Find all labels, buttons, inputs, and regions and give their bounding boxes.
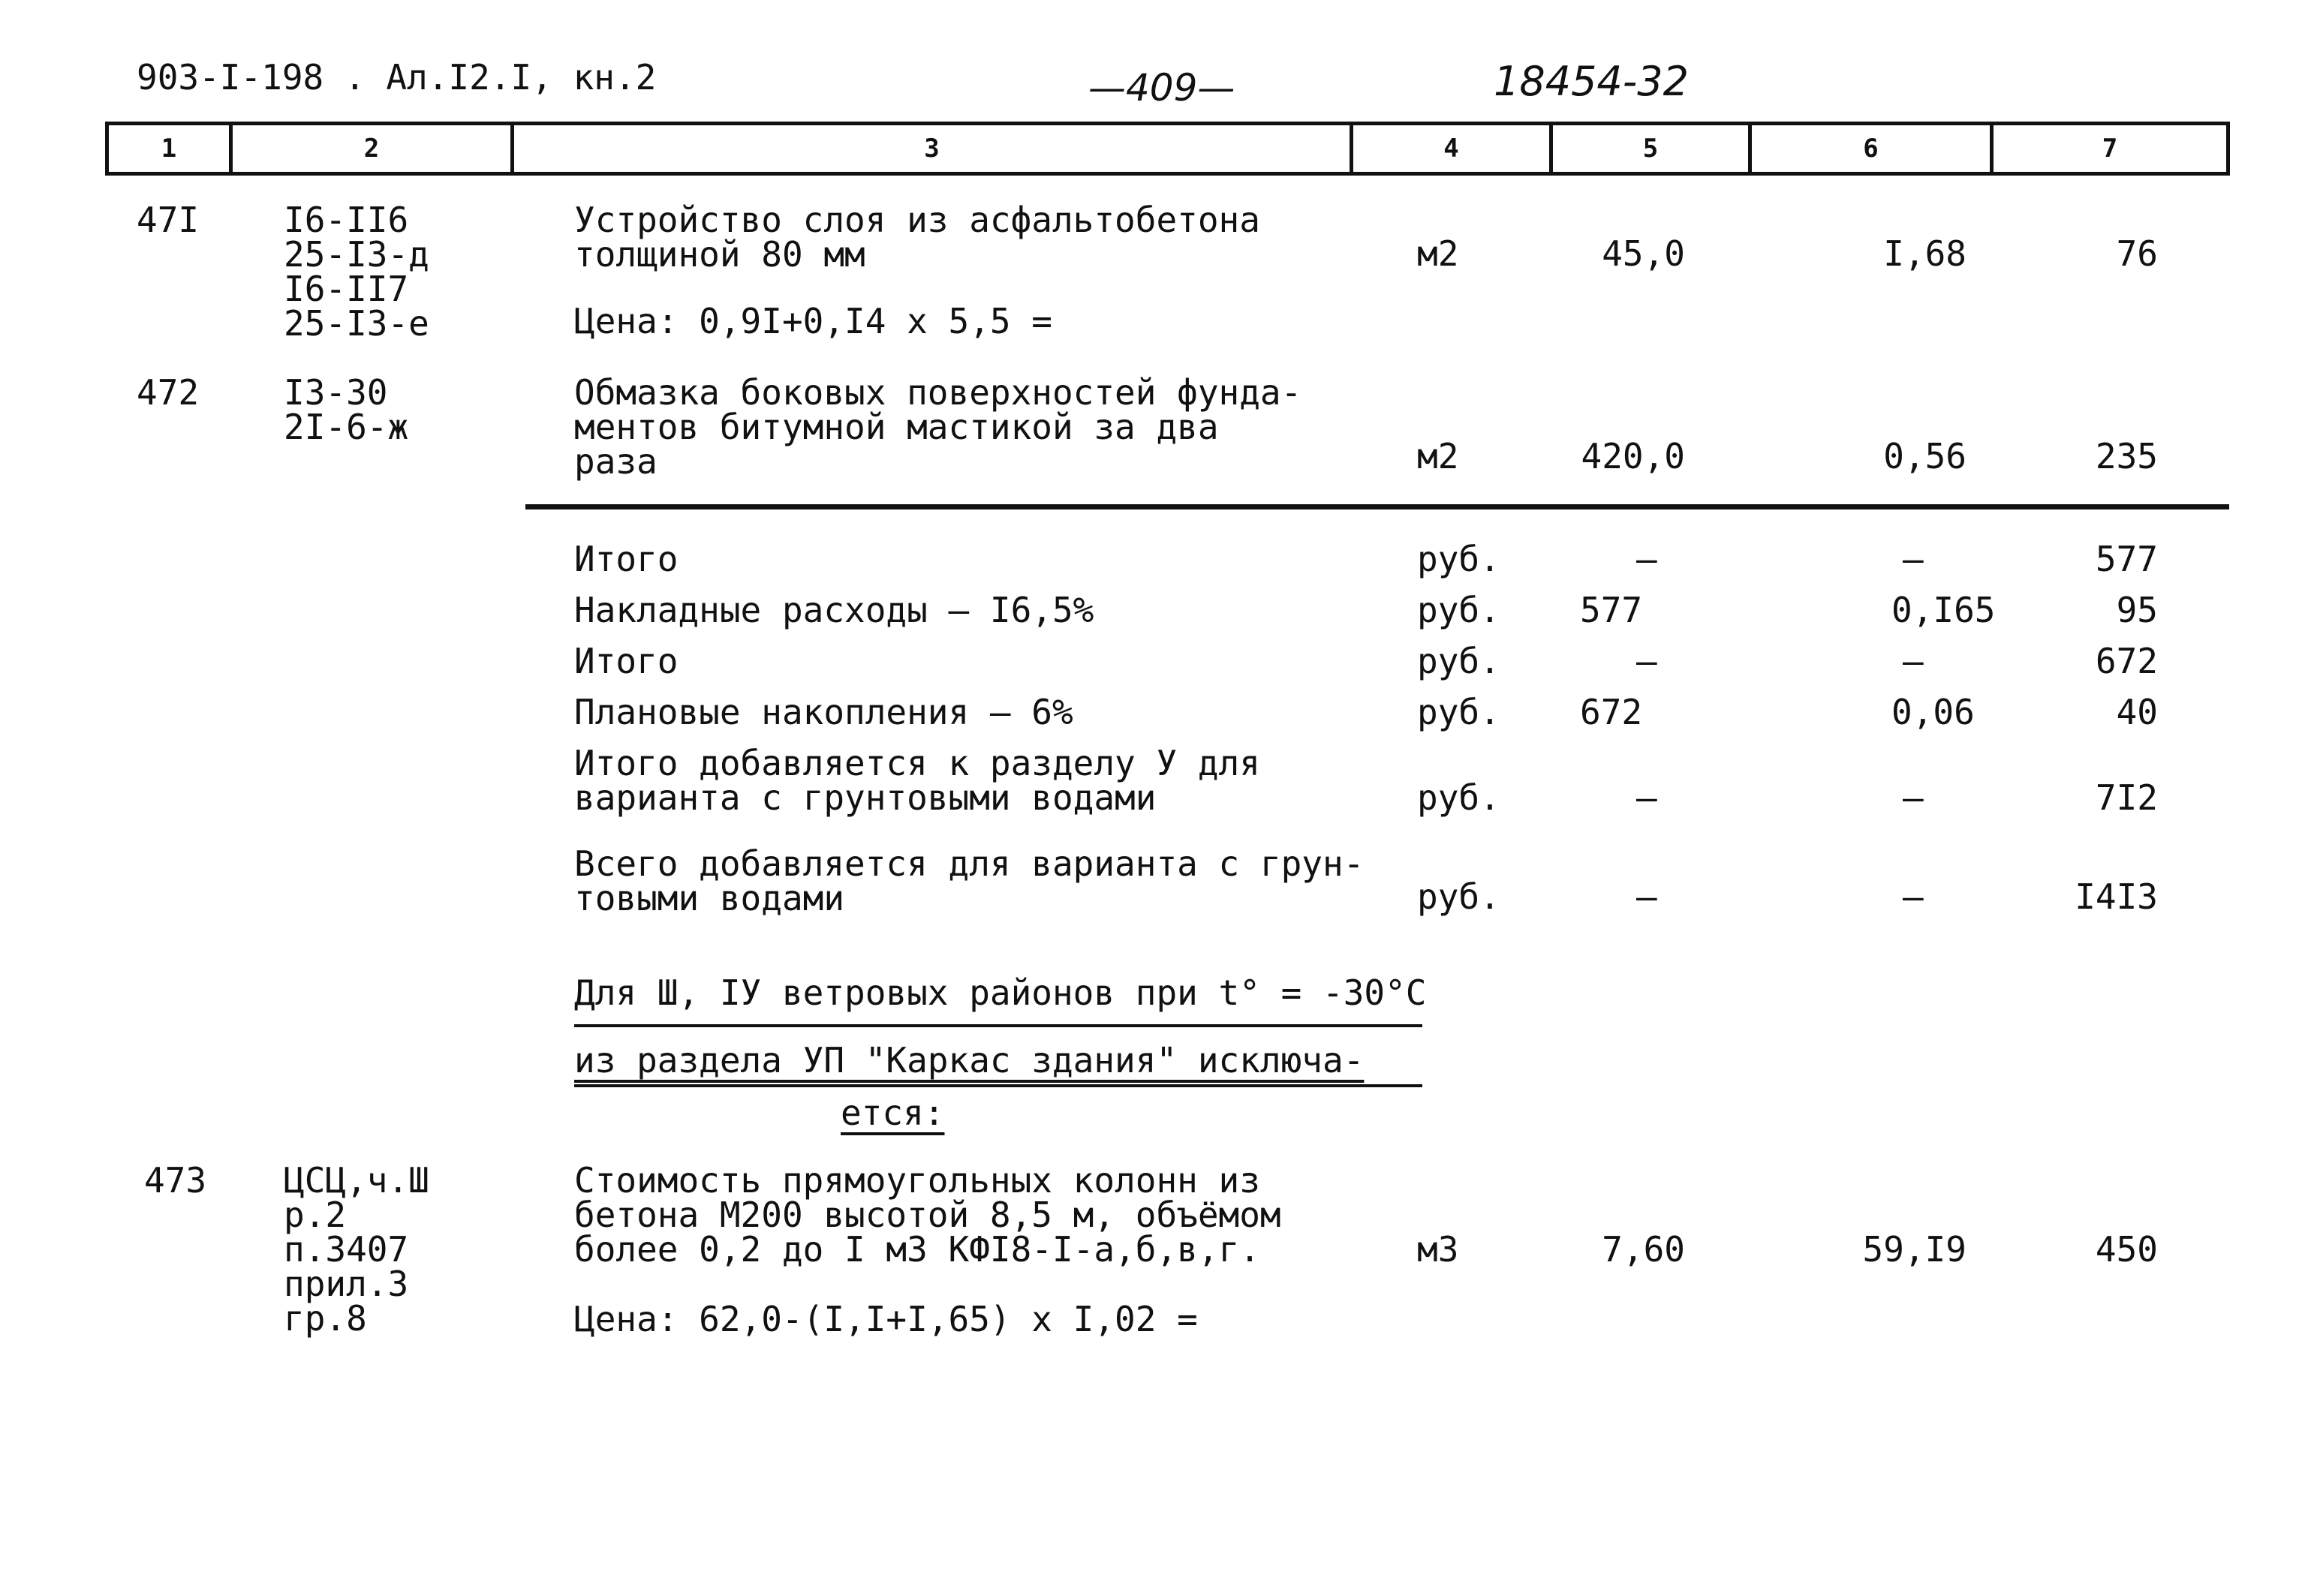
total-cost: 672 — [2095, 641, 2158, 681]
item-codes: ЦСЦ,ч.Ш р.2 п.3407 прил.3 гр.8 — [284, 1160, 429, 1339]
total-cost: 7I2 — [2095, 777, 2158, 818]
summary-label: Итого — [574, 641, 679, 681]
total-cost: 450 — [2095, 1229, 2158, 1270]
rate: 0,06 — [1891, 692, 1975, 732]
rate: 0,I65 — [1891, 590, 1996, 630]
base-amount: — — [1636, 876, 1657, 917]
item-number: 47I — [137, 200, 200, 240]
unit: м2 — [1417, 233, 1459, 274]
price-formula: Цена: 62,0-(I,I+I,65) x I,02 = — [574, 1299, 1198, 1339]
column-header-3: 3 — [513, 124, 1352, 174]
unit: м2 — [1417, 436, 1459, 476]
summary-label: Плановые накопления — 6% — [574, 692, 1073, 732]
total-cost: 95 — [2116, 590, 2158, 630]
rate: — — [1903, 777, 1924, 818]
quantity: 420,0 — [1581, 436, 1685, 476]
note-line-2: из раздела УП "Каркас здания" исключа- — [574, 1040, 1365, 1081]
base-amount: — — [1636, 641, 1657, 681]
note-line-1: Для Ш, IУ ветровых районов при t° = -30°С — [574, 972, 1427, 1013]
price-formula: Цена: 0,9I+0,I4 x 5,5 = — [574, 301, 1052, 341]
unit: руб. — [1417, 876, 1500, 917]
base-amount: — — [1636, 777, 1657, 818]
column-header-7: 7 — [1992, 124, 2228, 174]
column-header-6: 6 — [1750, 124, 1992, 174]
quantity: 7,60 — [1602, 1229, 1685, 1270]
column-header-1: 1 — [107, 124, 231, 174]
summary-label: Всего добавляется для варианта с грун- товыми водами — [574, 843, 1365, 918]
item-description: Стоимость прямоугольных колонн из бетона М200 высотой 8,5 м, объёмом более 0,2 до I м3 КФI8-I-а,б,в,г. — [574, 1160, 1281, 1270]
unit-price: I,68 — [1883, 233, 1966, 274]
note-underline — [574, 1084, 1422, 1087]
total-cost: I4I3 — [2075, 876, 2158, 917]
unit-price: 59,I9 — [1862, 1229, 1966, 1270]
unit: руб. — [1417, 590, 1500, 630]
total-cost: 40 — [2116, 692, 2158, 732]
unit: руб. — [1417, 692, 1500, 732]
column-header-4: 4 — [1352, 124, 1551, 174]
note-line-3: ется: — [841, 1093, 945, 1133]
rate: — — [1903, 876, 1924, 917]
item-number: 473 — [144, 1160, 207, 1201]
unit: руб. — [1417, 641, 1500, 681]
section-divider — [525, 504, 2229, 509]
item-codes: I3-30 2I-6-ж — [284, 372, 409, 447]
column-header-row — [105, 122, 2230, 176]
unit: руб. — [1417, 539, 1500, 579]
quantity: 45,0 — [1602, 233, 1685, 274]
unit-price: 0,56 — [1883, 436, 1966, 476]
page-number: —409— — [1088, 66, 1235, 110]
summary-label: Итого добавляется к разделу У для варианта с грунтовыми водами — [574, 743, 1260, 818]
item-number: 472 — [137, 372, 200, 413]
summary-label: Накладные расходы — I6,5% — [574, 590, 1094, 630]
summary-label: Итого — [574, 539, 679, 579]
item-codes: I6-II6 25-I3-д I6-II7 25-I3-е — [284, 200, 429, 344]
unit: руб. — [1417, 777, 1500, 818]
item-description: Устройство слоя из асфальтобетона толщиной 80 мм — [574, 200, 1260, 275]
rate: — — [1903, 641, 1924, 681]
column-header-2: 2 — [231, 124, 513, 174]
base-amount: — — [1636, 539, 1657, 579]
item-description: Обмазка боковых поверхностей фунда- ментов битумной мастикой за два раза — [574, 372, 1302, 482]
rate: — — [1903, 539, 1924, 579]
inventory-number: 18454-32 — [1494, 58, 1689, 105]
unit: м3 — [1417, 1229, 1459, 1270]
column-header-5: 5 — [1551, 124, 1750, 174]
total-cost: 577 — [2095, 539, 2158, 579]
base-amount: 672 — [1580, 692, 1643, 732]
total-cost: 76 — [2116, 233, 2158, 274]
note-underline — [574, 1024, 1422, 1027]
base-amount: 577 — [1580, 590, 1643, 630]
document-code: 903-I-198 . Ал.I2.I, кн.2 — [137, 57, 657, 98]
total-cost: 235 — [2095, 436, 2158, 476]
